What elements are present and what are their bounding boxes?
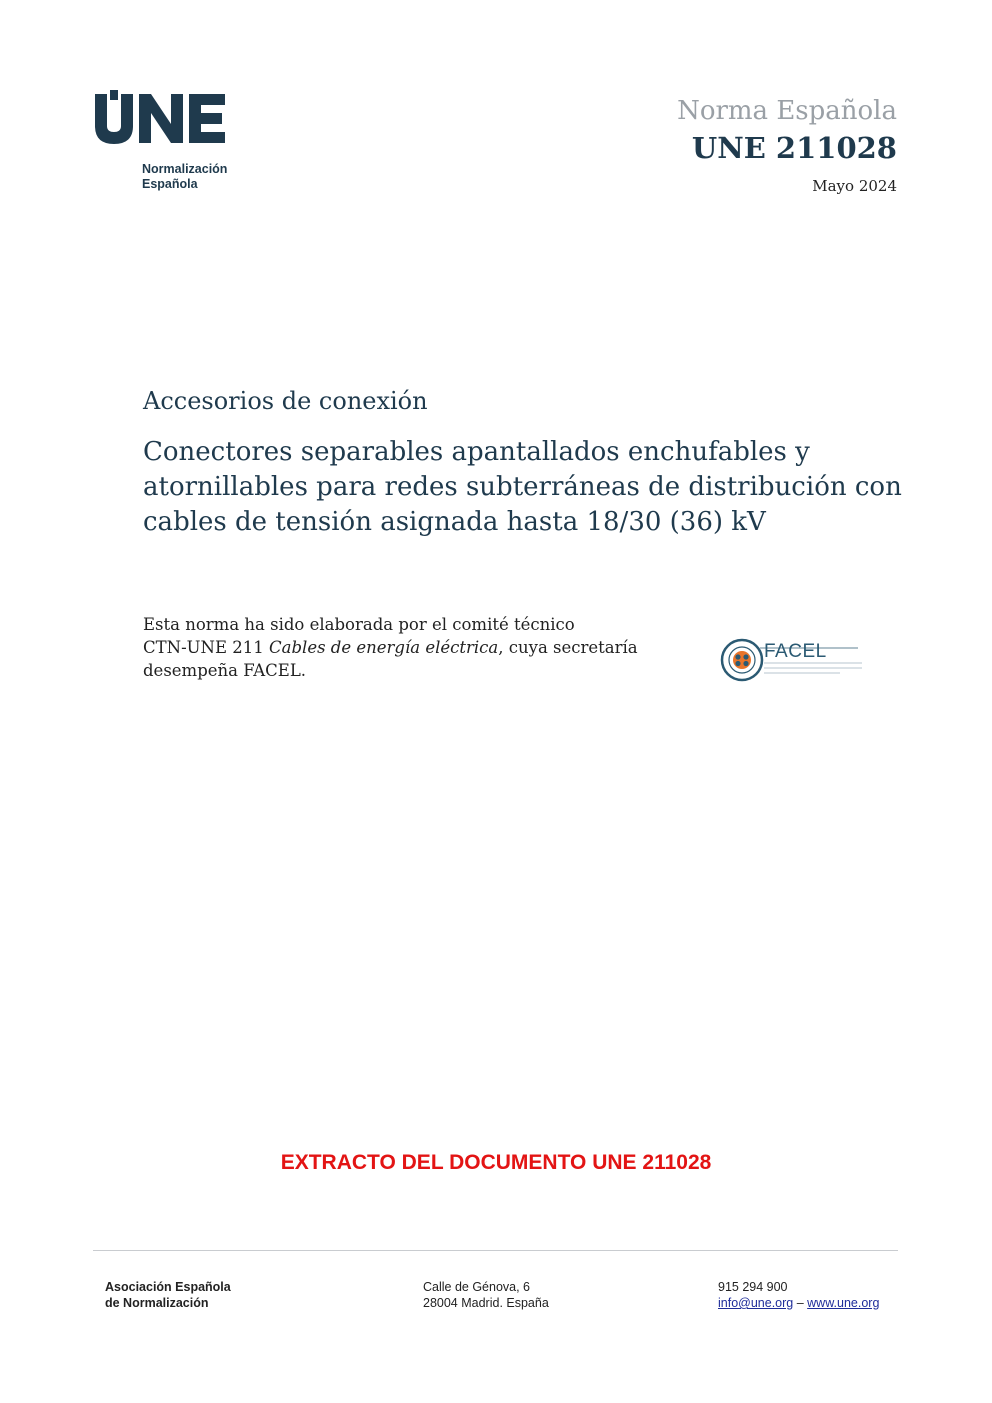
committee-suffix: , cuya secretaría [498,638,638,657]
committee-name: Cables de energía eléctrica [269,638,499,657]
footer-address [423,1279,549,1311]
website-link[interactable]: www.une.org [807,1296,880,1310]
committee-code: CTN-UNE 211 [143,638,270,657]
logo-subtitle-line1: Normalización [142,162,228,176]
document-category: Accesorios de conexión [143,387,428,415]
facel-wordmark: FACEL [764,641,827,662]
facel-logo [720,636,870,684]
title-line: cables de tensión asignada hasta 18/30 (36) kV [143,507,766,537]
committee-line: Esta norma ha sido elaborada por el comité técnico [143,615,575,634]
committee-line: desempeña FACEL. [143,661,307,680]
footer-divider [93,1250,898,1251]
norma-code: UNE 211028 [691,131,897,165]
footer-org-line: de Normalización [105,1296,209,1310]
extract-banner: EXTRACTO DEL DOCUMENTO UNE 211028 [280,1151,712,1174]
document-title [143,435,903,540]
footer-organization [105,1279,231,1311]
footer-org-line: Asociación Española [105,1280,231,1294]
title-line: atornillables para redes subterráneas de distribución con [143,472,902,502]
une-logo [93,90,233,195]
footer-address-line: Calle de Génova, 6 [423,1280,531,1294]
committee-line [143,636,638,659]
une-logo-mark [93,90,233,150]
email-link[interactable]: info@une.org [718,1296,794,1310]
footer-phone: 915 294 900 [718,1280,788,1294]
title-line: Conectores separables apantallados enchufables y [143,437,810,467]
footer-contact [718,1279,879,1311]
committee-statement [143,613,638,682]
logo-subtitle-line2: Española [142,177,198,191]
footer-links [718,1295,879,1311]
norma-date: Mayo 2024 [812,177,897,195]
footer-separator: – [793,1296,808,1310]
footer-address-line: 28004 Madrid. España [423,1296,549,1310]
norma-label: Norma Española [677,96,897,126]
